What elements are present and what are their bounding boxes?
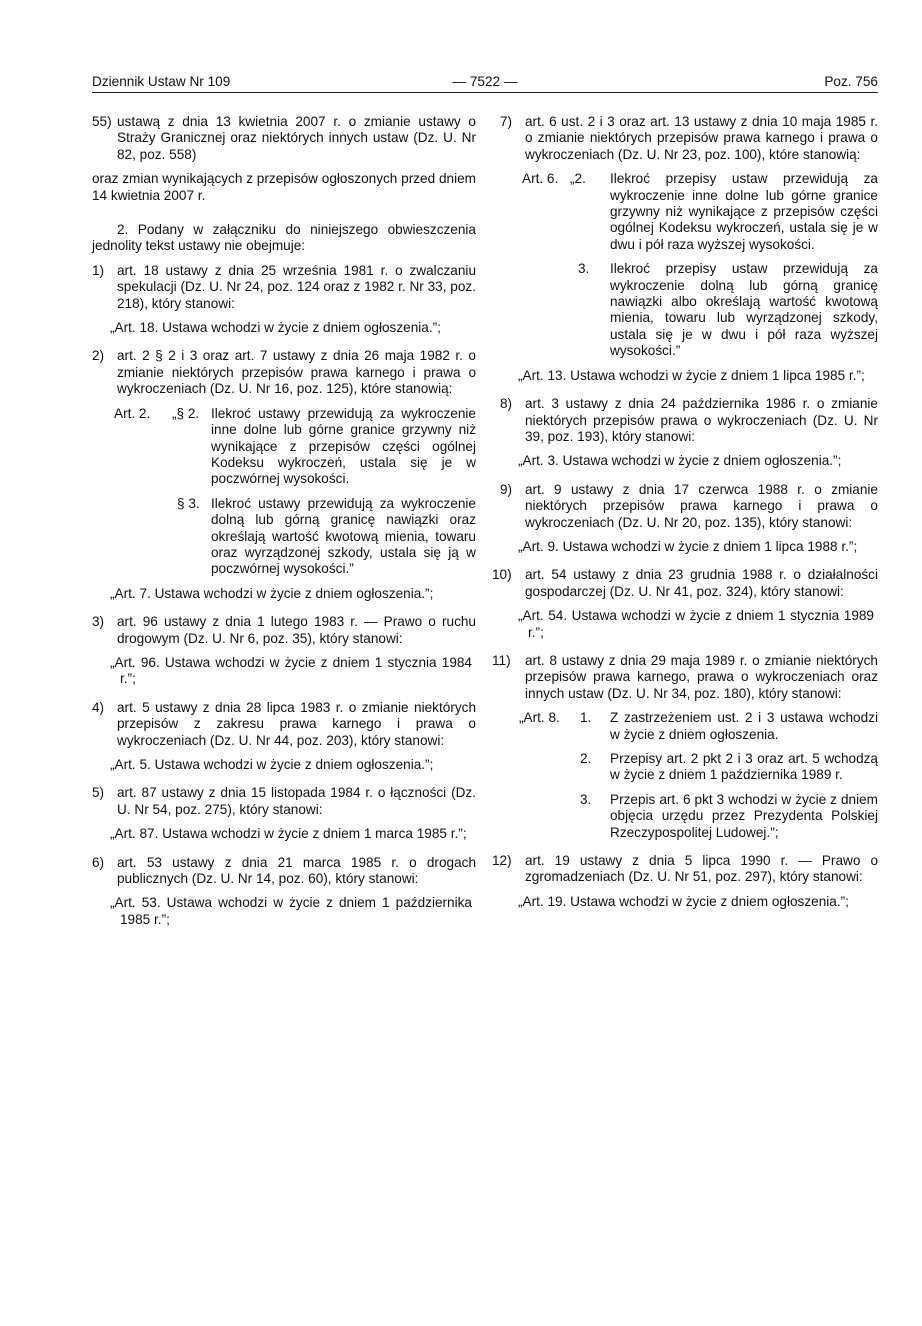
item-text: art. 3 ustawy z dnia 24 października 1986 r. o zmianie niektórych przepisów prawa o wykroczeniach (Dz. U. Nr 39, poz. 193), który stanowi: — [525, 396, 878, 444]
paragraph-section — [580, 791, 878, 841]
list-item — [92, 114, 476, 163]
paragraph: 2. Podany w załączniku do niniejszego obwieszczenia jednolity tekst ustawy nie obejmuje: — [92, 222, 476, 254]
list-item — [492, 567, 878, 600]
section-text: Przepis art. 6 pkt 3 wchodzi w życie z dniem objęcia urzędu przez Prezydenta Polskiej Rzeczypospolitej Ludowej.”; — [610, 791, 878, 840]
list-item — [92, 348, 476, 397]
list-item — [492, 853, 878, 886]
item-number: 4) — [92, 699, 105, 715]
list-item — [92, 855, 476, 888]
quote: „Art. 5. Ustawa wchodzi w życie z dniem ogłoszenia.”; — [110, 757, 434, 772]
list-item — [92, 700, 476, 749]
paragraph-section — [570, 171, 878, 253]
item-number: 5) — [92, 785, 105, 801]
paragraph-section — [580, 710, 878, 743]
section-number: 2. — [580, 751, 592, 766]
quote: „Art. 53. Ustawa wchodzi w życie z dniem 1 października 1985 r.”; — [110, 895, 472, 927]
item-number: 3) — [92, 614, 105, 630]
section-text: Ilekroć ustawy przewidują za wykroczenie dolną lub górną granicę nawiązki oraz określają wartość kwotową mienia, towaru oraz wyrządzonej szkody, ustala się ją w poczwórnej wysokości.” — [211, 495, 476, 577]
section-number: „2. — [570, 171, 586, 187]
list-item — [492, 653, 878, 702]
paragraph: oraz zmian wynikających z przepisów ogłoszonych przed dniem 14 kwietnia 2007 r. — [92, 171, 476, 203]
quote: „Art. 7. Ustawa wchodzi w życie z dniem ogłoszenia.”; — [110, 585, 434, 601]
article-block — [500, 710, 878, 841]
right-column — [492, 114, 878, 910]
item-text: art. 19 ustawy z dnia 5 lipca 1990 r. — Prawo o zgromadzeniach (Dz. U. Nr 51, poz. 297), który stanowi: — [525, 853, 878, 885]
quote: „Art. 9. Ustawa wchodzi w życie z dniem 1 lipca 1988 r.”; — [518, 538, 858, 554]
paragraph-section — [172, 405, 476, 488]
list-item — [92, 785, 476, 818]
list-item — [500, 482, 878, 531]
article-block — [500, 171, 878, 359]
item-text: art. 8 ustawy z dnia 29 maja 1989 r. o zmianie niektórych przepisów prawa karnego, prawa o wykroczeniach oraz innych ustaw (Dz. U. Nr 34, poz. 180), który stanowi: — [525, 652, 878, 701]
quote: „Art. 54. Ustawa wchodzi w życie z dniem 1 stycznia 1989 r.”; — [518, 608, 874, 640]
section-number: „§ 2. — [172, 405, 200, 421]
article-block — [92, 406, 476, 578]
section-number: 3. — [578, 261, 590, 277]
quote: „Art. 96. Ustawa wchodzi w życie z dniem 1 stycznia 1984 r.”; — [110, 654, 472, 687]
list-item — [500, 396, 878, 445]
item-text: art. 54 ustawy z dnia 23 grudnia 1988 r. o działalności gospodarczej (Dz. U. Nr 41, poz. 324), który stanowi: — [525, 567, 878, 599]
section-text: Przepisy art. 2 pkt 2 i 3 oraz art. 5 wchodzą w życie z dniem 1 października 1989 r. — [610, 751, 878, 783]
list-item — [92, 263, 476, 312]
item-number: 8) — [500, 396, 513, 412]
quote: „Art. 18. Ustawa wchodzi w życie z dniem ogłoszenia.”; — [110, 320, 441, 336]
item-text: ustawą z dnia 13 kwietnia 2007 r. o zmianie ustawy o Straży Granicznej oraz niektórych innych ustaw (Dz. U. Nr 82, poz. 558) — [117, 114, 476, 162]
left-column — [92, 114, 476, 928]
header-rule — [92, 92, 878, 93]
quote: „Art. 3. Ustawa wchodzi w życie z dniem ogłoszenia.”; — [518, 453, 842, 469]
page-header — [92, 74, 878, 92]
item-text: art. 53 ustawy z dnia 21 marca 1985 r. o drogach publicznych (Dz. U. Nr 14, poz. 60), który stanowi: — [117, 854, 476, 887]
page-number: — 7522 — — [452, 74, 518, 89]
item-text: art. 87 ustawy z dnia 15 listopada 1984 r. o łączności (Dz. U. Nr 54, poz. 275), który stanowi: — [117, 785, 476, 817]
item-text: art. 96 ustawy z dnia 1 lutego 1983 r. — Prawo o ruchu drogowym (Dz. U. Nr 6, poz. 35), który stanowi: — [117, 614, 476, 646]
article-label: „Art. 8. — [519, 710, 560, 726]
section-text: Ilekroć ustawy przewidują za wykroczenie inne dolne lub górne granice grzywny niż wynikające z przepisów części ogólnej Kodeksu wykroczeń, ustala się je w poczwórnej wysokości. — [211, 405, 476, 487]
item-text: art. 5 ustawy z dnia 28 lipca 1983 r. o zmianie niektórych przepisów z zakresu prawa karnego i prawa o wykroczeniach (Dz. U. Nr 44, poz. 203), który stanowi: — [117, 699, 476, 748]
quote: „Art. 19. Ustawa wchodzi w życie z dniem ogłoszenia.”; — [518, 893, 849, 909]
article-label: Art. 6. — [522, 171, 559, 187]
item-number: 7) — [500, 114, 513, 129]
item-text: art. 9 ustawy z dnia 17 czerwca 1988 r. o zmianie niektórych przepisów prawa karnego i prawa o wykroczeniach (Dz. U. Nr 20, poz. 135), który stanowi: — [525, 481, 878, 530]
list-item — [500, 114, 878, 163]
item-text: art. 6 ust. 2 i 3 oraz art. 13 ustawy z dnia 10 maja 1985 r. o zmianie niektórych przepisów prawa karnego i prawa o wykroczeniach (Dz. U. Nr 23, poz. 100), które stanowią: — [525, 114, 878, 162]
quote: „Art. 13. Ustawa wchodzi w życie z dniem 1 lipca 1985 r.”; — [518, 367, 865, 383]
section-number: 1. — [580, 710, 592, 726]
item-number: 11) — [492, 652, 511, 668]
section-text: Ilekroć przepisy ustaw przewidują za wykroczenie inne dolne lub górne granice grzywny niż wynikające z przepisów części ogólnej Kodeksu wykroczeń, ustala się je w dwu i pół raza wyższej wysokości. — [610, 171, 878, 252]
section-text: Z zastrzeżeniem ust. 2 i 3 ustawa wchodzi w życie z dniem ogłoszenia. — [610, 710, 878, 742]
quote: „Art. 87. Ustawa wchodzi w życie z dniem 1 marca 1985 r.”; — [110, 826, 467, 842]
item-text: art. 2 § 2 i 3 oraz art. 7 ustawy z dnia 26 maja 1982 r. o zmianie niektórych przepisów prawa karnego i prawa o wykroczeniach (Dz. U. Nr 16, poz. 125), które stanowią: — [117, 348, 476, 397]
item-number: 12) — [492, 853, 512, 869]
item-number: 10) — [492, 567, 512, 583]
item-number: 55) — [92, 114, 112, 129]
item-number: 2) — [92, 348, 105, 364]
section-number: 3. — [580, 791, 592, 807]
section-text: Ilekroć przepisy ustaw przewidują za wykroczenie dolną lub górną granicę nawiązki albo określają wartość kwotową mienia, towaru lub wyrządzonej szkody, ustala się je w dwu i pół raza wyższej wysokości.” — [610, 261, 878, 359]
journal-title: Dziennik Ustaw Nr 109 — [92, 74, 231, 89]
item-number: 9) — [500, 481, 513, 497]
item-number: 6) — [92, 854, 105, 870]
article-label: Art. 2. — [114, 405, 151, 421]
paragraph-section — [578, 261, 878, 359]
section-number: § 3. — [177, 495, 200, 511]
list-item — [92, 614, 476, 647]
paragraph-section — [177, 495, 476, 578]
position-number: Poz. 756 — [824, 74, 878, 89]
item-number: 1) — [92, 262, 105, 278]
paragraph-section — [580, 751, 878, 784]
item-text: art. 18 ustawy z dnia 25 września 1981 r. o zwalczaniu spekulacji (Dz. U. Nr 24, poz. 124 oraz z 1982 r. Nr 33, poz. 218), który stanowi: — [117, 262, 476, 311]
